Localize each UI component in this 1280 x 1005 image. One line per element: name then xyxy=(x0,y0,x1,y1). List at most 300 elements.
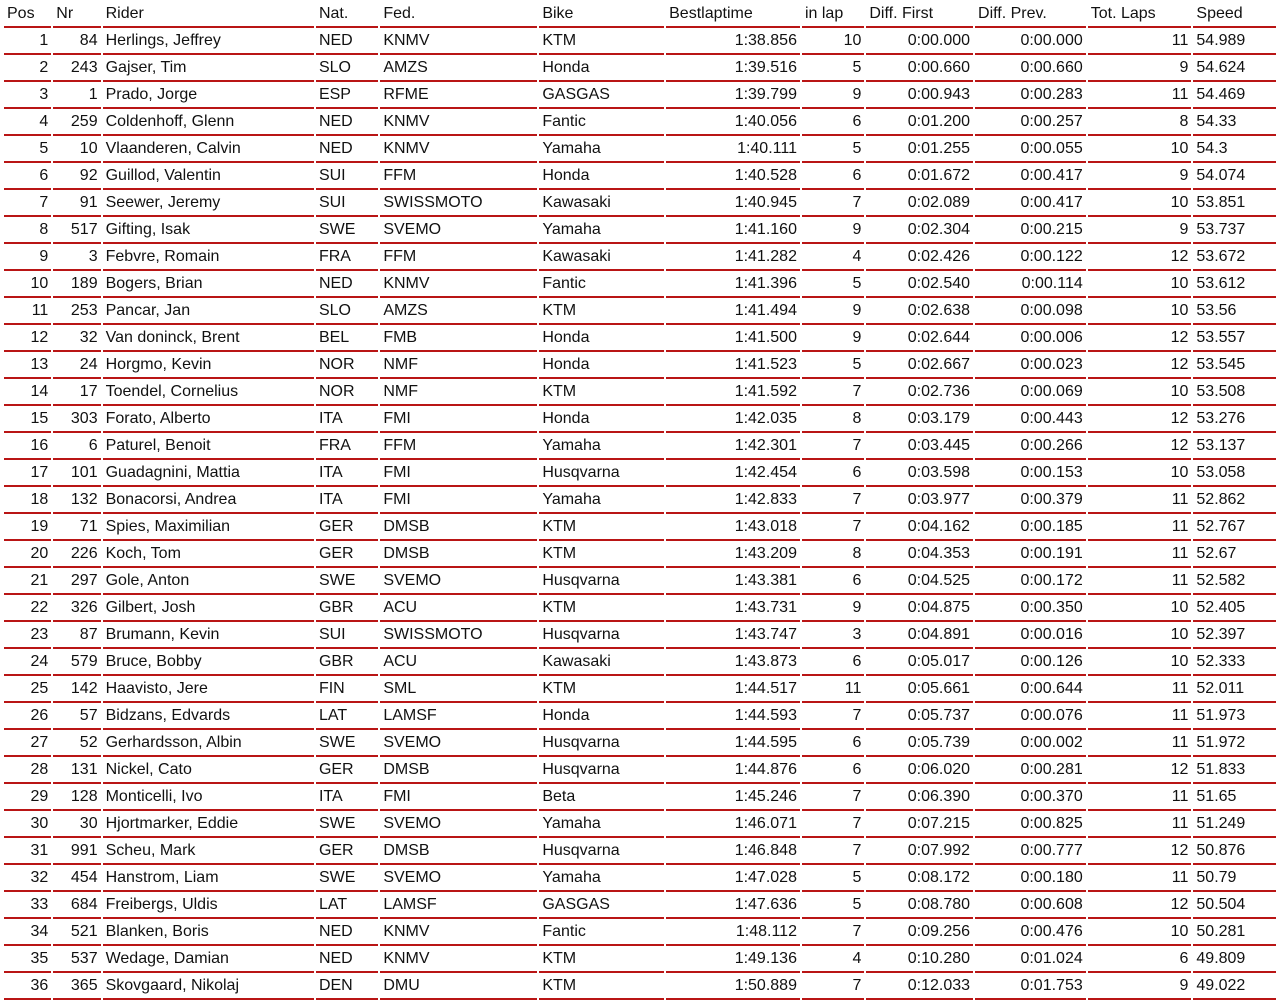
cell-diff-first: 0:08.172 xyxy=(866,865,973,892)
cell-diff-first: 0:07.992 xyxy=(866,838,973,865)
table-row xyxy=(4,487,1276,514)
cell-pos: 11 xyxy=(4,298,51,325)
cell-nat: SUI xyxy=(316,622,378,649)
cell-tot-laps: 9 xyxy=(1088,55,1192,82)
cell-bestlaptime: 1:42.454 xyxy=(666,460,800,487)
cell-bike: Honda xyxy=(539,163,664,190)
cell-rider: Monticelli, Ivo xyxy=(103,784,314,811)
cell-rider: Hjortmarker, Eddie xyxy=(103,811,314,838)
cell-rider: Guillod, Valentin xyxy=(103,163,314,190)
cell-rider: Guadagnini, Mattia xyxy=(103,460,314,487)
cell-in-lap: 6 xyxy=(802,757,864,784)
cell-nat: NOR xyxy=(316,352,378,379)
cell-fed: SWISSMOTO xyxy=(380,190,537,217)
cell-fed: KNMV xyxy=(380,271,537,298)
cell-bestlaptime: 1:47.028 xyxy=(666,865,800,892)
cell-fed: KNMV xyxy=(380,28,537,55)
cell-pos: 12 xyxy=(4,325,51,352)
cell-speed: 53.851 xyxy=(1193,190,1276,217)
cell-bestlaptime: 1:40.056 xyxy=(666,109,800,136)
cell-tot-laps: 12 xyxy=(1088,406,1192,433)
cell-in-lap: 7 xyxy=(802,433,864,460)
cell-fed: LAMSF xyxy=(380,703,537,730)
cell-fed: ACU xyxy=(380,649,537,676)
cell-bestlaptime: 1:43.747 xyxy=(666,622,800,649)
cell-diff-first: 0:02.426 xyxy=(866,244,973,271)
cell-bike: Honda xyxy=(539,703,664,730)
cell-pos: 27 xyxy=(4,730,51,757)
cell-bike: KTM xyxy=(539,946,664,973)
cell-bestlaptime: 1:44.517 xyxy=(666,676,800,703)
cell-bestlaptime: 1:42.035 xyxy=(666,406,800,433)
cell-diff-prev: 0:00.114 xyxy=(975,271,1086,298)
cell-diff-prev: 0:00.180 xyxy=(975,865,1086,892)
cell-rider: Bruce, Bobby xyxy=(103,649,314,676)
cell-rider: Paturel, Benoit xyxy=(103,433,314,460)
cell-bike: Honda xyxy=(539,406,664,433)
cell-tot-laps: 11 xyxy=(1088,487,1192,514)
cell-diff-prev: 0:00.122 xyxy=(975,244,1086,271)
cell-diff-prev: 0:00.185 xyxy=(975,514,1086,541)
cell-pos: 36 xyxy=(4,973,51,1000)
cell-diff-prev: 0:00.055 xyxy=(975,136,1086,163)
cell-tot-laps: 11 xyxy=(1088,514,1192,541)
cell-speed: 49.022 xyxy=(1193,973,1276,1000)
column-header-fed: Fed. xyxy=(380,0,537,28)
cell-bike: KTM xyxy=(539,379,664,406)
results-body xyxy=(4,28,1276,1000)
cell-bike: Husqvarna xyxy=(539,730,664,757)
column-header-nat: Nat. xyxy=(316,0,378,28)
cell-fed: SVEMO xyxy=(380,811,537,838)
cell-nat: SLO xyxy=(316,55,378,82)
cell-speed: 53.672 xyxy=(1193,244,1276,271)
table-row xyxy=(4,55,1276,82)
cell-nr: 259 xyxy=(53,109,100,136)
cell-fed: DMSB xyxy=(380,838,537,865)
table-row xyxy=(4,136,1276,163)
cell-nr: 30 xyxy=(53,811,100,838)
cell-nr: 131 xyxy=(53,757,100,784)
cell-diff-prev: 0:00.266 xyxy=(975,433,1086,460)
cell-diff-first: 0:02.089 xyxy=(866,190,973,217)
cell-fed: FMI xyxy=(380,406,537,433)
cell-bestlaptime: 1:44.595 xyxy=(666,730,800,757)
table-row xyxy=(4,352,1276,379)
table-row xyxy=(4,109,1276,136)
cell-in-lap: 9 xyxy=(802,82,864,109)
cell-rider: Brumann, Kevin xyxy=(103,622,314,649)
table-row xyxy=(4,622,1276,649)
cell-bestlaptime: 1:46.071 xyxy=(666,811,800,838)
cell-diff-first: 0:05.661 xyxy=(866,676,973,703)
cell-pos: 6 xyxy=(4,163,51,190)
cell-bike: KTM xyxy=(539,541,664,568)
cell-diff-first: 0:03.977 xyxy=(866,487,973,514)
cell-bestlaptime: 1:39.799 xyxy=(666,82,800,109)
table-row xyxy=(4,406,1276,433)
cell-speed: 51.833 xyxy=(1193,757,1276,784)
cell-fed: FMB xyxy=(380,325,537,352)
table-row xyxy=(4,433,1276,460)
cell-pos: 20 xyxy=(4,541,51,568)
table-row xyxy=(4,568,1276,595)
cell-bestlaptime: 1:38.856 xyxy=(666,28,800,55)
table-row xyxy=(4,28,1276,55)
cell-diff-first: 0:02.540 xyxy=(866,271,973,298)
cell-in-lap: 10 xyxy=(802,28,864,55)
cell-bestlaptime: 1:41.396 xyxy=(666,271,800,298)
cell-nr: 326 xyxy=(53,595,100,622)
table-row xyxy=(4,217,1276,244)
cell-bike: Husqvarna xyxy=(539,460,664,487)
table-row xyxy=(4,325,1276,352)
cell-speed: 54.624 xyxy=(1193,55,1276,82)
table-row xyxy=(4,892,1276,919)
table-row xyxy=(4,298,1276,325)
cell-pos: 2 xyxy=(4,55,51,82)
cell-diff-first: 0:01.255 xyxy=(866,136,973,163)
cell-in-lap: 6 xyxy=(802,730,864,757)
cell-diff-prev: 0:00.126 xyxy=(975,649,1086,676)
cell-fed: FMI xyxy=(380,487,537,514)
table-row xyxy=(4,244,1276,271)
cell-fed: ACU xyxy=(380,595,537,622)
cell-tot-laps: 9 xyxy=(1088,217,1192,244)
cell-bestlaptime: 1:41.500 xyxy=(666,325,800,352)
cell-bike: Honda xyxy=(539,325,664,352)
table-row xyxy=(4,460,1276,487)
cell-nr: 57 xyxy=(53,703,100,730)
cell-fed: LAMSF xyxy=(380,892,537,919)
column-header-in-lap: in lap xyxy=(802,0,864,28)
cell-diff-first: 0:02.667 xyxy=(866,352,973,379)
cell-nat: SWE xyxy=(316,865,378,892)
cell-diff-prev: 0:00.257 xyxy=(975,109,1086,136)
cell-tot-laps: 12 xyxy=(1088,352,1192,379)
cell-tot-laps: 12 xyxy=(1088,757,1192,784)
cell-rider: Skovgaard, Nikolaj xyxy=(103,973,314,1000)
cell-nr: 226 xyxy=(53,541,100,568)
cell-bestlaptime: 1:48.112 xyxy=(666,919,800,946)
cell-diff-first: 0:03.179 xyxy=(866,406,973,433)
cell-bike: Yamaha xyxy=(539,811,664,838)
cell-rider: Pancar, Jan xyxy=(103,298,314,325)
cell-bestlaptime: 1:43.873 xyxy=(666,649,800,676)
cell-rider: Gifting, Isak xyxy=(103,217,314,244)
cell-pos: 14 xyxy=(4,379,51,406)
cell-fed: SWISSMOTO xyxy=(380,622,537,649)
cell-nr: 87 xyxy=(53,622,100,649)
cell-bike: Yamaha xyxy=(539,217,664,244)
cell-nr: 1 xyxy=(53,82,100,109)
cell-nr: 92 xyxy=(53,163,100,190)
table-row xyxy=(4,703,1276,730)
cell-bestlaptime: 1:45.246 xyxy=(666,784,800,811)
cell-rider: Spies, Maximilian xyxy=(103,514,314,541)
cell-pos: 22 xyxy=(4,595,51,622)
cell-diff-prev: 0:00.379 xyxy=(975,487,1086,514)
cell-bike: Kawasaki xyxy=(539,190,664,217)
cell-in-lap: 4 xyxy=(802,946,864,973)
cell-fed: SVEMO xyxy=(380,568,537,595)
cell-in-lap: 6 xyxy=(802,163,864,190)
cell-nr: 6 xyxy=(53,433,100,460)
cell-speed: 53.545 xyxy=(1193,352,1276,379)
cell-pos: 7 xyxy=(4,190,51,217)
cell-speed: 54.074 xyxy=(1193,163,1276,190)
cell-fed: SVEMO xyxy=(380,730,537,757)
cell-bestlaptime: 1:46.848 xyxy=(666,838,800,865)
cell-in-lap: 7 xyxy=(802,487,864,514)
cell-bike: KTM xyxy=(539,514,664,541)
cell-fed: NMF xyxy=(380,379,537,406)
cell-fed: SVEMO xyxy=(380,865,537,892)
cell-pos: 32 xyxy=(4,865,51,892)
cell-bestlaptime: 1:41.523 xyxy=(666,352,800,379)
cell-diff-prev: 0:00.076 xyxy=(975,703,1086,730)
cell-in-lap: 4 xyxy=(802,244,864,271)
cell-bestlaptime: 1:42.833 xyxy=(666,487,800,514)
cell-tot-laps: 10 xyxy=(1088,271,1192,298)
cell-in-lap: 9 xyxy=(802,217,864,244)
cell-speed: 52.011 xyxy=(1193,676,1276,703)
cell-speed: 50.281 xyxy=(1193,919,1276,946)
cell-diff-first: 0:08.780 xyxy=(866,892,973,919)
cell-in-lap: 9 xyxy=(802,325,864,352)
cell-fed: KNMV xyxy=(380,946,537,973)
cell-nat: ITA xyxy=(316,460,378,487)
cell-fed: DMU xyxy=(380,973,537,1000)
cell-speed: 52.67 xyxy=(1193,541,1276,568)
table-row xyxy=(4,379,1276,406)
cell-nr: 52 xyxy=(53,730,100,757)
table-row xyxy=(4,757,1276,784)
cell-rider: Forato, Alberto xyxy=(103,406,314,433)
cell-bike: Fantic xyxy=(539,919,664,946)
cell-bike: KTM xyxy=(539,676,664,703)
cell-speed: 53.137 xyxy=(1193,433,1276,460)
cell-nat: SUI xyxy=(316,163,378,190)
table-row xyxy=(4,676,1276,703)
cell-bike: Fantic xyxy=(539,109,664,136)
cell-nat: LAT xyxy=(316,892,378,919)
cell-nat: ITA xyxy=(316,487,378,514)
cell-bestlaptime: 1:43.018 xyxy=(666,514,800,541)
cell-bestlaptime: 1:39.516 xyxy=(666,55,800,82)
cell-nat: GBR xyxy=(316,595,378,622)
cell-in-lap: 9 xyxy=(802,595,864,622)
column-header-diff-prev: Diff. Prev. xyxy=(975,0,1086,28)
cell-nat: GBR xyxy=(316,649,378,676)
cell-fed: AMZS xyxy=(380,55,537,82)
cell-tot-laps: 12 xyxy=(1088,325,1192,352)
cell-pos: 1 xyxy=(4,28,51,55)
results-table xyxy=(2,0,1278,1000)
cell-rider: Nickel, Cato xyxy=(103,757,314,784)
cell-tot-laps: 12 xyxy=(1088,244,1192,271)
cell-diff-first: 0:06.390 xyxy=(866,784,973,811)
table-row xyxy=(4,271,1276,298)
cell-in-lap: 9 xyxy=(802,298,864,325)
cell-in-lap: 8 xyxy=(802,406,864,433)
cell-diff-first: 0:02.638 xyxy=(866,298,973,325)
cell-pos: 19 xyxy=(4,514,51,541)
cell-bike: Husqvarna xyxy=(539,568,664,595)
cell-pos: 18 xyxy=(4,487,51,514)
cell-nat: SWE xyxy=(316,217,378,244)
cell-nr: 189 xyxy=(53,271,100,298)
cell-tot-laps: 11 xyxy=(1088,730,1192,757)
table-row xyxy=(4,865,1276,892)
cell-pos: 17 xyxy=(4,460,51,487)
cell-speed: 54.3 xyxy=(1193,136,1276,163)
cell-diff-first: 0:04.875 xyxy=(866,595,973,622)
cell-diff-first: 0:04.353 xyxy=(866,541,973,568)
cell-bike: KTM xyxy=(539,973,664,1000)
cell-diff-first: 0:05.737 xyxy=(866,703,973,730)
cell-rider: Gerhardsson, Albin xyxy=(103,730,314,757)
cell-diff-first: 0:01.672 xyxy=(866,163,973,190)
cell-diff-first: 0:00.943 xyxy=(866,82,973,109)
cell-rider: Freibergs, Uldis xyxy=(103,892,314,919)
cell-bestlaptime: 1:43.731 xyxy=(666,595,800,622)
cell-in-lap: 5 xyxy=(802,865,864,892)
cell-fed: NMF xyxy=(380,352,537,379)
cell-rider: Blanken, Boris xyxy=(103,919,314,946)
cell-diff-first: 0:09.256 xyxy=(866,919,973,946)
cell-nat: SUI xyxy=(316,190,378,217)
cell-pos: 5 xyxy=(4,136,51,163)
cell-fed: FFM xyxy=(380,163,537,190)
cell-rider: Febvre, Romain xyxy=(103,244,314,271)
cell-speed: 52.405 xyxy=(1193,595,1276,622)
cell-pos: 34 xyxy=(4,919,51,946)
cell-nat: NED xyxy=(316,946,378,973)
cell-nr: 142 xyxy=(53,676,100,703)
cell-diff-prev: 0:00.098 xyxy=(975,298,1086,325)
cell-fed: SML xyxy=(380,676,537,703)
cell-rider: Bogers, Brian xyxy=(103,271,314,298)
cell-speed: 51.973 xyxy=(1193,703,1276,730)
cell-tot-laps: 11 xyxy=(1088,676,1192,703)
cell-bike: Kawasaki xyxy=(539,649,664,676)
cell-fed: FMI xyxy=(380,460,537,487)
cell-bike: Husqvarna xyxy=(539,622,664,649)
cell-diff-prev: 0:00.608 xyxy=(975,892,1086,919)
cell-rider: Prado, Jorge xyxy=(103,82,314,109)
cell-diff-first: 0:10.280 xyxy=(866,946,973,973)
cell-tot-laps: 9 xyxy=(1088,973,1192,1000)
cell-in-lap: 3 xyxy=(802,622,864,649)
cell-bestlaptime: 1:49.136 xyxy=(666,946,800,973)
cell-nr: 521 xyxy=(53,919,100,946)
cell-diff-prev: 0:00.660 xyxy=(975,55,1086,82)
cell-bike: Yamaha xyxy=(539,865,664,892)
cell-in-lap: 7 xyxy=(802,514,864,541)
cell-bike: Beta xyxy=(539,784,664,811)
cell-nat: FIN xyxy=(316,676,378,703)
table-row xyxy=(4,973,1276,1000)
cell-speed: 53.56 xyxy=(1193,298,1276,325)
cell-nat: GER xyxy=(316,757,378,784)
cell-nr: 517 xyxy=(53,217,100,244)
cell-nr: 454 xyxy=(53,865,100,892)
cell-diff-prev: 0:00.006 xyxy=(975,325,1086,352)
cell-diff-first: 0:12.033 xyxy=(866,973,973,1000)
cell-fed: SVEMO xyxy=(380,217,537,244)
cell-bestlaptime: 1:40.111 xyxy=(666,136,800,163)
cell-in-lap: 5 xyxy=(802,136,864,163)
cell-nr: 253 xyxy=(53,298,100,325)
cell-fed: KNMV xyxy=(380,109,537,136)
cell-speed: 51.249 xyxy=(1193,811,1276,838)
cell-diff-first: 0:04.162 xyxy=(866,514,973,541)
cell-in-lap: 6 xyxy=(802,109,864,136)
column-header-bestlaptime: Bestlaptime xyxy=(666,0,800,28)
cell-pos: 3 xyxy=(4,82,51,109)
cell-in-lap: 7 xyxy=(802,973,864,1000)
column-header-rider: Rider xyxy=(103,0,314,28)
cell-rider: Gilbert, Josh xyxy=(103,595,314,622)
cell-tot-laps: 11 xyxy=(1088,541,1192,568)
cell-diff-first: 0:00.660 xyxy=(866,55,973,82)
table-row xyxy=(4,649,1276,676)
cell-bike: Husqvarna xyxy=(539,757,664,784)
cell-nr: 32 xyxy=(53,325,100,352)
cell-diff-prev: 0:00.417 xyxy=(975,163,1086,190)
cell-diff-prev: 0:00.777 xyxy=(975,838,1086,865)
cell-rider: Horgmo, Kevin xyxy=(103,352,314,379)
cell-speed: 51.65 xyxy=(1193,784,1276,811)
cell-diff-prev: 0:00.002 xyxy=(975,730,1086,757)
cell-rider: Toendel, Cornelius xyxy=(103,379,314,406)
cell-bestlaptime: 1:41.494 xyxy=(666,298,800,325)
cell-nat: NED xyxy=(316,109,378,136)
cell-tot-laps: 10 xyxy=(1088,595,1192,622)
table-row xyxy=(4,730,1276,757)
cell-diff-prev: 0:00.023 xyxy=(975,352,1086,379)
cell-nr: 24 xyxy=(53,352,100,379)
cell-bestlaptime: 1:43.381 xyxy=(666,568,800,595)
cell-nr: 132 xyxy=(53,487,100,514)
table-row xyxy=(4,82,1276,109)
cell-diff-prev: 0:00.191 xyxy=(975,541,1086,568)
cell-diff-first: 0:00.000 xyxy=(866,28,973,55)
cell-diff-first: 0:02.644 xyxy=(866,325,973,352)
cell-speed: 53.276 xyxy=(1193,406,1276,433)
cell-in-lap: 6 xyxy=(802,649,864,676)
cell-speed: 50.79 xyxy=(1193,865,1276,892)
cell-diff-prev: 0:00.417 xyxy=(975,190,1086,217)
cell-tot-laps: 11 xyxy=(1088,811,1192,838)
cell-in-lap: 7 xyxy=(802,190,864,217)
cell-speed: 50.504 xyxy=(1193,892,1276,919)
cell-tot-laps: 6 xyxy=(1088,946,1192,973)
cell-nat: NED xyxy=(316,271,378,298)
cell-bestlaptime: 1:41.160 xyxy=(666,217,800,244)
cell-fed: DMSB xyxy=(380,514,537,541)
cell-tot-laps: 11 xyxy=(1088,784,1192,811)
cell-nat: NED xyxy=(316,919,378,946)
cell-bestlaptime: 1:50.889 xyxy=(666,973,800,1000)
cell-nat: FRA xyxy=(316,244,378,271)
cell-diff-first: 0:02.304 xyxy=(866,217,973,244)
cell-tot-laps: 12 xyxy=(1088,433,1192,460)
cell-bestlaptime: 1:41.282 xyxy=(666,244,800,271)
cell-bestlaptime: 1:40.528 xyxy=(666,163,800,190)
cell-rider: Van doninck, Brent xyxy=(103,325,314,352)
